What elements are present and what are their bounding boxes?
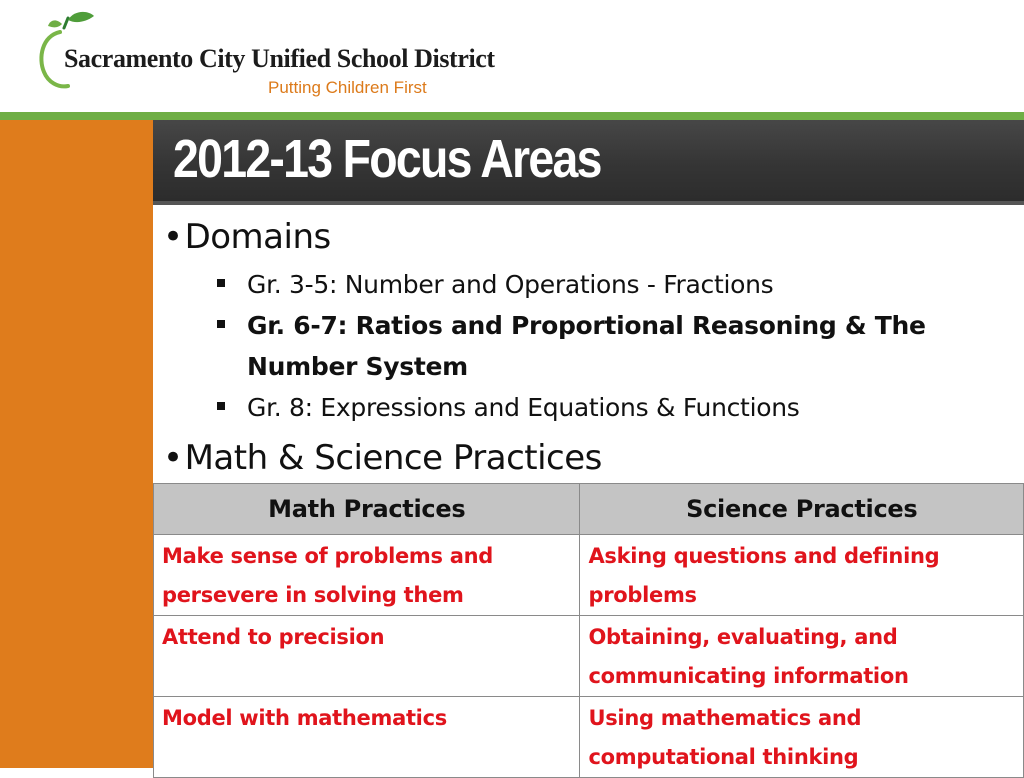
header-math-practices: Math Practices	[154, 484, 580, 535]
district-logo	[38, 10, 495, 106]
sub-bullet-text: Gr. 6-7: Ratios and Proportional Reasoning & The Number System	[247, 311, 926, 381]
science-practice-cell: Using mathematics and computational thinking	[580, 697, 1024, 778]
math-practice-cell: Attend to precision	[154, 616, 580, 697]
green-divider	[0, 112, 1024, 120]
square-bullet-icon	[217, 279, 225, 287]
slide-title: 2012-13 Focus Areas	[173, 129, 601, 189]
bullet-practices: •Math & Science Practices	[163, 438, 602, 478]
sub-bullet	[217, 264, 977, 305]
math-practice-cell: Make sense of problems and persevere in solving them	[154, 535, 580, 616]
table-row	[154, 616, 1024, 697]
sub-bullet	[217, 387, 977, 428]
bullet-label: Domains	[184, 217, 331, 257]
header	[0, 0, 1024, 112]
practices-table	[153, 483, 1024, 778]
math-practice-cell: Model with mathematics	[154, 697, 580, 778]
table-header-row	[154, 484, 1024, 535]
sub-bullet-text: Gr. 3-5: Number and Operations - Fractions	[247, 270, 774, 299]
header-science-practices: Science Practices	[580, 484, 1024, 535]
table-row	[154, 697, 1024, 778]
bullet-domains: •Domains	[163, 217, 331, 257]
district-name: Sacramento City Unified School District	[64, 44, 495, 73]
science-practice-cell: Asking questions and defining problems	[580, 535, 1024, 616]
bullet-label: Math & Science Practices	[184, 438, 602, 478]
table-row	[154, 535, 1024, 616]
title-band	[153, 120, 1024, 205]
square-bullet-icon	[217, 320, 225, 328]
science-practice-cell: Obtaining, evaluating, and communicating information	[580, 616, 1024, 697]
square-bullet-icon	[217, 402, 225, 410]
district-tagline: Putting Children First	[268, 78, 427, 97]
sub-bullet	[217, 305, 977, 387]
sub-bullet-text: Gr. 8: Expressions and Equations & Functions	[247, 393, 800, 422]
orange-sidebar	[0, 120, 153, 768]
